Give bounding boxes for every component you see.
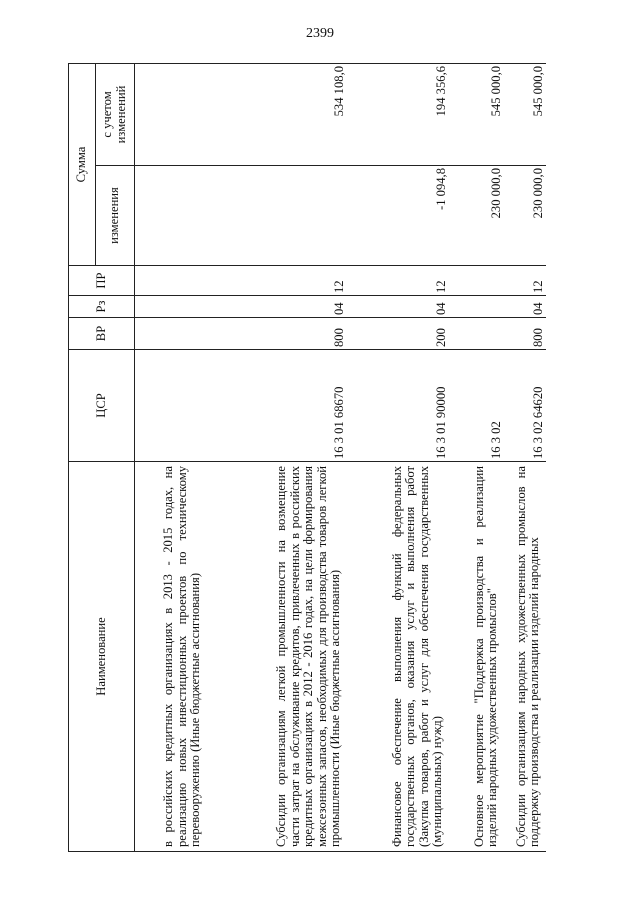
row-pr bbox=[449, 266, 504, 296]
row-name: Субсидии организациям легкой промышленности на возмещение части затрат на обслуживание кредитов, привлеченных в российских кредитных организациях в 2012 - 2016 годах, на цели формирования межсезонных запасов, необходимых для производства товаров легкой промышленности (Иные бюджетные ассигнования) bbox=[207, 462, 347, 852]
header-vr: ВР bbox=[69, 318, 135, 350]
row-rz: 04 bbox=[207, 296, 347, 318]
row-csr bbox=[135, 350, 208, 462]
page-number: 2399 bbox=[306, 26, 334, 41]
row-pr: 12 bbox=[207, 266, 347, 296]
row-name: в российских кредитных организациях в 2013 - 2015 годах, на реализацию новых инвестиционных проектов по техническому перевооружению (Иные бюджетные ассигнования) bbox=[135, 462, 208, 852]
table-row bbox=[449, 63, 504, 851]
row-changes bbox=[135, 166, 208, 266]
header-pr: ПР bbox=[69, 266, 135, 296]
row-vr: 800 bbox=[207, 318, 347, 350]
header-rz: Рз bbox=[69, 296, 135, 318]
row-changes: 230 000,0 bbox=[449, 166, 504, 266]
row-rz bbox=[449, 296, 504, 318]
row-pr: 12 bbox=[347, 266, 449, 296]
header-with-changes: с учетом изменений bbox=[96, 63, 135, 165]
row-with-changes bbox=[135, 63, 208, 165]
row-pr bbox=[135, 266, 208, 296]
table-row bbox=[347, 63, 449, 851]
row-vr bbox=[449, 318, 504, 350]
row-with-changes: 194 356,6 bbox=[347, 63, 449, 165]
header-csr: ЦСР bbox=[69, 350, 135, 462]
table-row bbox=[135, 63, 208, 851]
header-sum: Сумма bbox=[69, 63, 96, 265]
row-rz bbox=[135, 296, 208, 318]
table-row bbox=[207, 63, 347, 851]
row-name: Субсидии организациям народных художественных промыслов на поддержку производства и реализации изделий народных bbox=[504, 462, 546, 852]
row-rz: 04 bbox=[347, 296, 449, 318]
row-vr: 200 bbox=[347, 318, 449, 350]
row-vr: 800 bbox=[504, 318, 546, 350]
row-csr: 16 3 02 bbox=[449, 350, 504, 462]
row-with-changes: 545 000,0 bbox=[449, 63, 504, 165]
row-changes bbox=[207, 166, 347, 266]
header-changes: изменения bbox=[96, 166, 135, 266]
budget-table-rotated bbox=[68, 64, 580, 852]
row-with-changes: 545 000,0 bbox=[504, 63, 546, 165]
row-with-changes: 534 108,0 bbox=[207, 63, 347, 165]
header-name: Наименование bbox=[69, 462, 135, 852]
row-name: Основное мероприятие "Поддержка производства и реализации изделий народных художественных промыслов" bbox=[449, 462, 504, 852]
row-csr: 16 3 02 64620 bbox=[504, 350, 546, 462]
row-changes: -1 094,8 bbox=[347, 166, 449, 266]
row-rz: 04 bbox=[504, 296, 546, 318]
row-vr bbox=[135, 318, 208, 350]
table-row bbox=[504, 63, 546, 851]
row-csr: 16 3 01 90000 bbox=[347, 350, 449, 462]
row-pr: 12 bbox=[504, 266, 546, 296]
row-name: Финансовое обеспечение выполнения функций федеральных государственных органов, оказания услуг и выполнения работ (Закупка товаров, работ и услуг для обеспечения государственных (муниципальных) нужд) bbox=[347, 462, 449, 852]
row-changes: 230 000,0 bbox=[504, 166, 546, 266]
budget-table bbox=[68, 63, 546, 852]
row-csr: 16 3 01 68670 bbox=[207, 350, 347, 462]
